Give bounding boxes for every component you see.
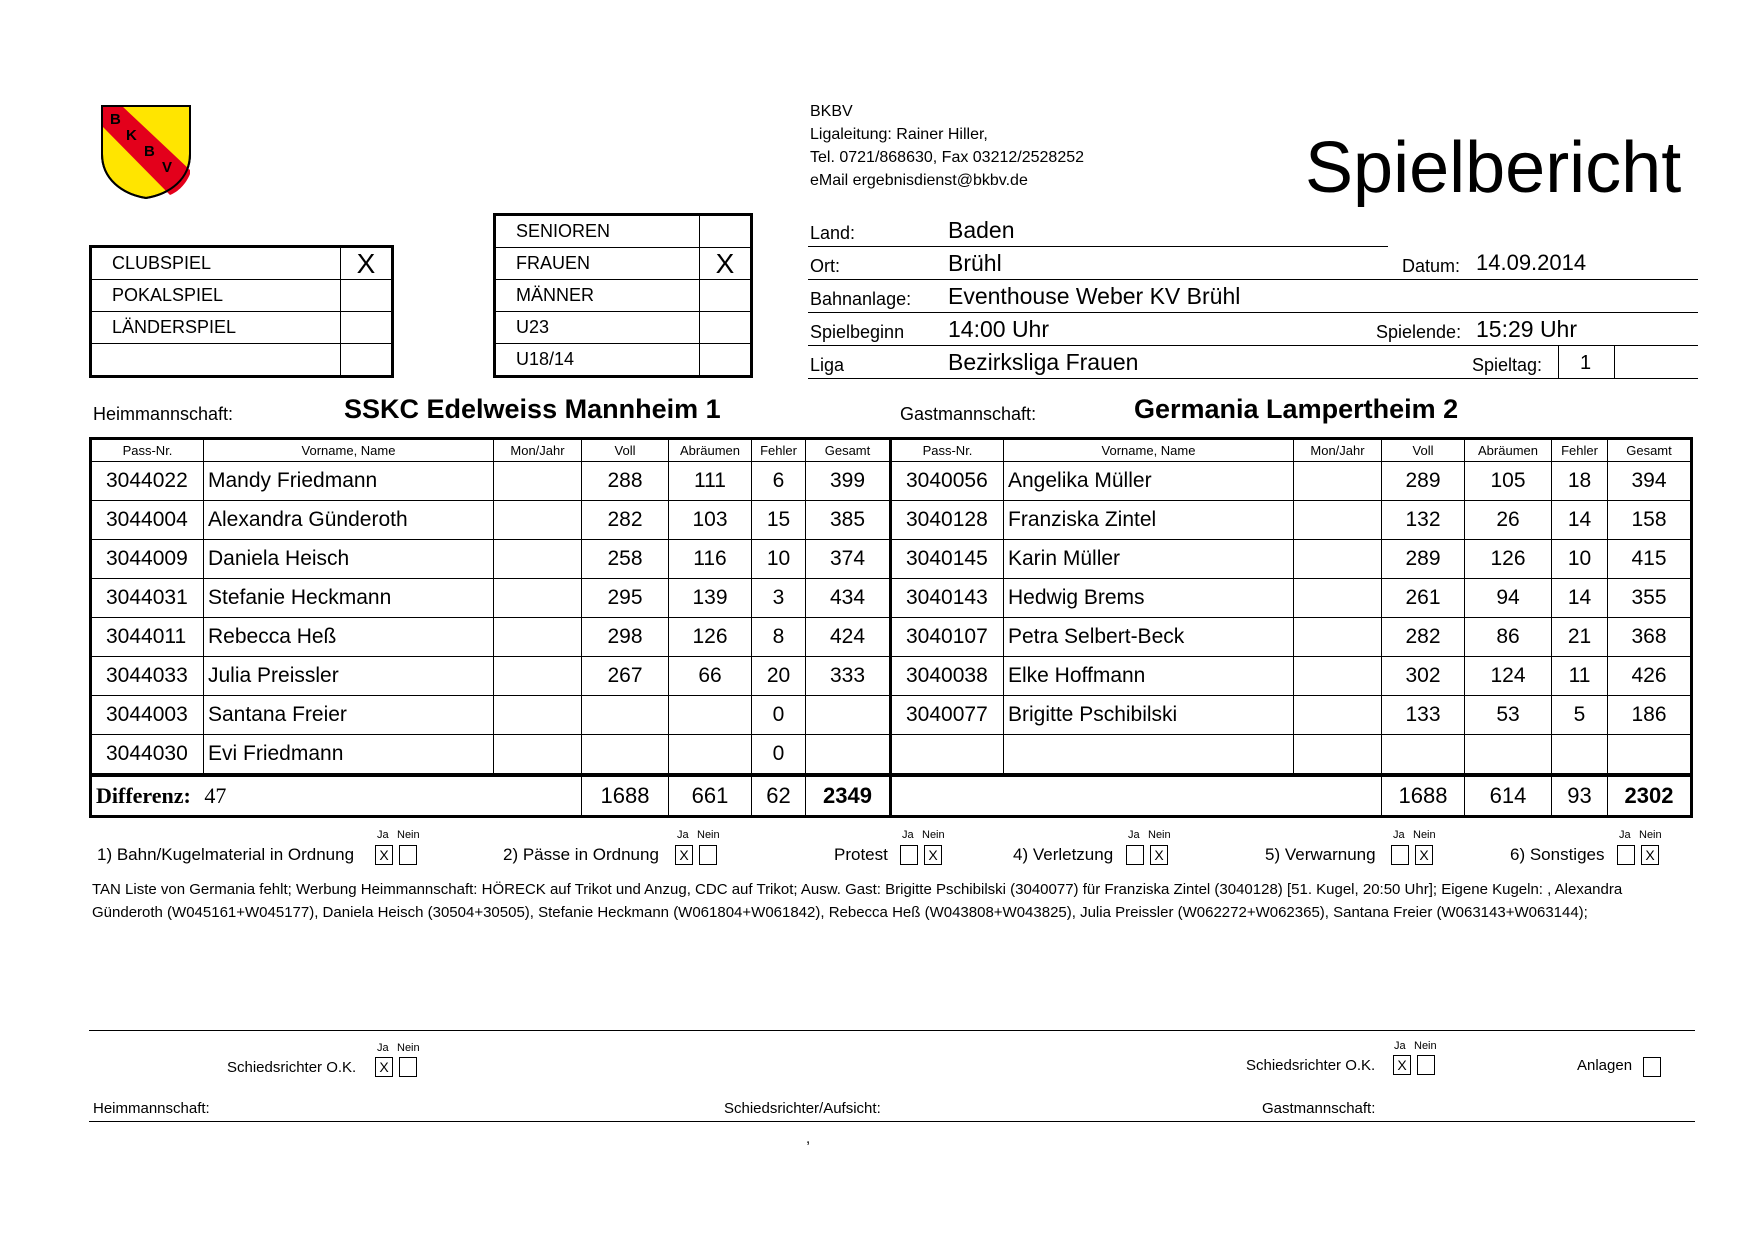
col-abr: Abräumen [1465,439,1552,462]
referee-ok-home-ja-checkbox[interactable]: X [375,1057,393,1077]
spielbeginn-label: Spielbeginn [810,322,905,342]
datum-value: 14.09.2014 [1476,250,1587,275]
col-mon: Mon/Jahr [494,439,582,462]
category-label: U23 [495,312,700,344]
guest-abr-cell: 126 [1465,540,1552,579]
guest-name-cell: Brigitte Pschibilski [1004,696,1294,735]
referee-ok-home-nein-checkbox[interactable] [399,1057,417,1077]
guest-gesamt-cell: 394 [1608,462,1692,501]
home-pass-cell: 3044033 [91,657,204,696]
anlagen-checkbox[interactable] [1643,1057,1661,1077]
home-team-name: SSKC Edelweiss Mannheim 1 [344,394,721,424]
guest-name-cell: Petra Selbert-Beck [1004,618,1294,657]
home-pass-cell: 3044009 [91,540,204,579]
guest-voll-cell: 289 [1382,540,1465,579]
game-type-label [91,344,341,377]
category-label: SENIOREN [495,215,700,248]
difference-cell [91,775,582,817]
guest-fehler-cell: 5 [1552,696,1608,735]
question-nein-checkbox[interactable]: X [1641,845,1659,865]
game-type-mark[interactable] [341,280,393,312]
home-mon-cell [494,696,582,735]
guest-gesamt-cell: 415 [1608,540,1692,579]
home-gesamt-cell: 424 [806,618,891,657]
org-line: Tel. 0721/868630, Fax 03212/2528252 [810,149,1085,166]
guest-total-spacer [891,775,1382,817]
referee-signature-label: Schiedsrichter/Aufsicht: [724,1100,881,1117]
guest-mon-cell [1294,696,1382,735]
org-line: BKBV [810,103,853,120]
nein-label: Nein [1413,829,1436,841]
guest-abr-cell: 86 [1465,618,1552,657]
category-label: FRAUEN [495,248,700,280]
guest-abr-cell: 124 [1465,657,1552,696]
guest-pass-cell: 3040107 [891,618,1004,657]
category-label: MÄNNER [495,280,700,312]
category-mark[interactable] [700,344,752,377]
home-voll-cell: 295 [582,579,669,618]
guest-voll-cell [1382,735,1465,776]
player-row [91,501,1692,540]
guest-fehler-cell [1552,735,1608,776]
guest-fehler-cell: 18 [1552,462,1608,501]
home-name-cell: Mandy Friedmann [204,462,494,501]
spieltag-value: 1 [1580,352,1592,374]
guest-voll-cell: 302 [1382,657,1465,696]
home-name-cell: Daniela Heisch [204,540,494,579]
home-voll-cell [582,735,669,776]
player-row [91,579,1692,618]
totals-row [91,775,1692,817]
home-gesamt-cell: 374 [806,540,891,579]
question-label: 2) Pässe in Ordnung [503,845,659,864]
col-name: Vorname, Name [1004,439,1294,462]
home-total-fehler: 62 [752,775,806,817]
land-label: Land: [810,223,856,243]
home-mon-cell [494,618,582,657]
category-mark[interactable] [700,215,752,248]
ort-value: Brühl [948,250,1002,276]
svg-text:B: B [110,111,121,128]
ja-label: Ja [1393,829,1405,841]
player-row [91,540,1692,579]
home-pass-cell: 3044030 [91,735,204,776]
ja-label: Ja [677,829,689,841]
liga-value: Bezirksliga Frauen [948,349,1139,375]
nein-label: Nein [697,829,720,841]
question-nein-checkbox[interactable]: X [1150,845,1168,865]
col-gesamt: Gesamt [1608,439,1692,462]
guest-name-cell: Hedwig Brems [1004,579,1294,618]
home-name-cell: Santana Freier [204,696,494,735]
player-row [91,657,1692,696]
guest-name-cell: Angelika Müller [1004,462,1294,501]
guest-pass-cell: 3040143 [891,579,1004,618]
svg-text:V: V [162,159,173,176]
game-type-mark[interactable] [341,312,393,344]
home-gesamt-cell [806,735,891,776]
col-gesamt: Gesamt [806,439,891,462]
home-fehler-cell: 15 [752,501,806,540]
guest-mon-cell [1294,579,1382,618]
guest-signature-label: Gastmannschaft: [1262,1100,1376,1117]
home-team-label: Heimmannschaft: [93,404,234,424]
home-gesamt-cell: 385 [806,501,891,540]
match-info [808,214,1698,379]
home-fehler-cell: 0 [752,735,806,776]
home-mon-cell [494,501,582,540]
guest-total-fehler: 93 [1552,775,1608,817]
home-abr-cell: 116 [669,540,752,579]
difference-label: Differenz: [96,783,191,808]
guest-pass-cell: 3040038 [891,657,1004,696]
col-abr: Abräumen [669,439,752,462]
home-voll-cell: 298 [582,618,669,657]
nein-label: Nein [397,1042,420,1054]
ja-label: Ja [377,1042,389,1054]
home-gesamt-cell: 333 [806,657,891,696]
home-mon-cell [494,540,582,579]
col-pass: Pass-Nr. [91,439,204,462]
question-nein-checkbox[interactable]: X [1415,845,1433,865]
game-type-label: LÄNDERSPIEL [91,312,341,344]
nein-label: Nein [397,829,420,841]
question-nein-checkbox[interactable]: X [924,845,942,865]
guest-voll-cell: 133 [1382,696,1465,735]
nein-label: Nein [1148,829,1171,841]
ja-label: Ja [902,829,914,841]
guest-voll-cell: 282 [1382,618,1465,657]
game-type-box [89,245,394,378]
category-mark[interactable] [700,280,752,312]
guest-total-abr: 614 [1465,775,1552,817]
signature-line [89,1121,1695,1122]
col-voll: Voll [582,439,669,462]
stray-comma: , [806,1130,811,1147]
guest-gesamt-cell: 426 [1608,657,1692,696]
spieltag-label: Spieltag: [1472,355,1543,375]
ja-label: Ja [1128,829,1140,841]
guest-team-label: Gastmannschaft: [900,404,1037,424]
liga-label: Liga [810,355,845,375]
ja-label: Ja [1394,1040,1406,1052]
guest-name-cell: Franziska Zintel [1004,501,1294,540]
question-label: 6) Sonstiges [1510,845,1605,864]
home-voll-cell: 282 [582,501,669,540]
question-ja-checkbox[interactable] [1617,845,1635,865]
game-type-label: POKALSPIEL [91,280,341,312]
question-label: 5) Verwarnung [1265,845,1376,864]
home-mon-cell [494,735,582,776]
guest-name-cell [1004,735,1294,776]
home-pass-cell: 3044022 [91,462,204,501]
home-abr-cell: 66 [669,657,752,696]
nein-label: Nein [922,829,945,841]
guest-abr-cell: 94 [1465,579,1552,618]
guest-fehler-cell: 10 [1552,540,1608,579]
player-row [91,618,1692,657]
guest-abr-cell: 105 [1465,462,1552,501]
home-abr-cell [669,735,752,776]
player-row [91,696,1692,735]
guest-fehler-cell: 21 [1552,618,1608,657]
home-mon-cell [494,579,582,618]
datum-label: Datum: [1402,256,1461,276]
question-label: 4) Verletzung [1013,845,1114,864]
guest-pass-cell [891,735,1004,776]
col-fehler: Fehler [1552,439,1608,462]
home-mon-cell [494,462,582,501]
game-type-mark[interactable]: X [341,247,393,280]
guest-team-name: Germania Lampertheim 2 [1134,394,1459,424]
col-fehler: Fehler [752,439,806,462]
organisation-block [810,100,1084,192]
question-label: 1) Bahn/Kugelmaterial in Ordnung [97,845,355,864]
home-fehler-cell: 10 [752,540,806,579]
ja-label: Ja [377,829,389,841]
guest-pass-cell: 3040128 [891,501,1004,540]
guest-mon-cell [1294,462,1382,501]
game-type-label: CLUBSPIEL [91,247,341,280]
question-nein-checkbox[interactable] [699,845,717,865]
guest-gesamt-cell: 368 [1608,618,1692,657]
col-voll: Voll [1382,439,1465,462]
page-title: Spielbericht [1305,128,1682,208]
guest-total-voll: 1688 [1382,775,1465,817]
home-total-gesamt: 2349 [806,775,891,817]
svg-text:B: B [144,143,155,160]
home-fehler-cell: 20 [752,657,806,696]
col-mon: Mon/Jahr [1294,439,1382,462]
referee-ok-guest-ja-checkbox[interactable]: X [1393,1055,1411,1075]
guest-voll-cell: 289 [1382,462,1465,501]
question-ja-checkbox[interactable]: X [375,845,393,865]
spielende-value: 15:29 Uhr [1476,316,1578,342]
home-abr-cell: 139 [669,579,752,618]
anlagen-label: Anlagen [1577,1057,1633,1074]
home-gesamt-cell: 399 [806,462,891,501]
score-table [89,437,1693,818]
home-abr-cell: 126 [669,618,752,657]
home-name-cell: Julia Preissler [204,657,494,696]
guest-total-gesamt: 2302 [1608,775,1692,817]
nein-label: Nein [1414,1040,1437,1052]
referee-ok-guest-label: Schiedsrichter O.K. [1246,1057,1376,1074]
question-nein-checkbox[interactable] [399,845,417,865]
ja-label: Ja [1619,829,1631,841]
col-name: Vorname, Name [204,439,494,462]
category-box [493,213,753,378]
guest-fehler-cell: 11 [1552,657,1608,696]
home-pass-cell: 3044003 [91,696,204,735]
home-abr-cell [669,696,752,735]
home-pass-cell: 3044031 [91,579,204,618]
home-voll-cell: 258 [582,540,669,579]
player-row [91,462,1692,501]
category-mark[interactable]: X [700,248,752,280]
svg-text:K: K [126,127,137,144]
org-line: eMail ergebnisdienst@bkbv.de [810,172,1028,189]
home-fehler-cell: 3 [752,579,806,618]
game-type-mark[interactable] [341,344,393,377]
guest-voll-cell: 261 [1382,579,1465,618]
home-gesamt-cell [806,696,891,735]
guest-gesamt-cell [1608,735,1692,776]
home-fehler-cell: 8 [752,618,806,657]
guest-gesamt-cell: 158 [1608,501,1692,540]
guest-pass-cell: 3040056 [891,462,1004,501]
remarks-text: TAN Liste von Germania fehlt; Werbung Heimmannschaft: HÖRECK auf Trikot und Anzug, CDC auf Trikot; Ausw. Gast: Brigitte Pschibilski (3040077) für Franziska Zintel (3040128) [51. Kugel, 20:50 Uhr]; Eigene Kugeln: , Alexandra Günderoth (W045161+W045177), Daniela Heisch (30504+30505), Stefanie Heckmann (W061804+W061842), Rebecca Heß (W043808+W043825), Julia Preissler (W062272+W062365), Santana Freier (W063143+W063144); [92,881,1623,921]
guest-voll-cell: 132 [1382,501,1465,540]
home-abr-cell: 111 [669,462,752,501]
question-ja-checkbox[interactable] [1126,845,1144,865]
category-label: U18/14 [495,344,700,377]
home-voll-cell: 288 [582,462,669,501]
player-row [91,735,1692,776]
home-name-cell: Alexandra Günderoth [204,501,494,540]
home-total-voll: 1688 [582,775,669,817]
spielende-label: Spielende: [1376,322,1462,342]
referee-ok-home-label: Schiedsrichter O.K. [227,1059,357,1076]
home-voll-cell [582,696,669,735]
bkbv-logo [100,104,192,200]
question-ja-checkbox[interactable]: X [675,845,693,865]
guest-gesamt-cell: 355 [1608,579,1692,618]
home-name-cell: Stefanie Heckmann [204,579,494,618]
category-mark[interactable] [700,312,752,344]
guest-pass-cell: 3040145 [891,540,1004,579]
guest-mon-cell [1294,501,1382,540]
home-fehler-cell: 6 [752,462,806,501]
home-total-abr: 661 [669,775,752,817]
guest-fehler-cell: 14 [1552,501,1608,540]
home-pass-cell: 3044004 [91,501,204,540]
footer-divider [89,1030,1695,1031]
home-name-cell: Evi Friedmann [204,735,494,776]
home-signature-label: Heimmannschaft: [93,1100,210,1117]
col-pass: Pass-Nr. [891,439,1004,462]
question-label: Protest [834,845,888,864]
spielbeginn-value: 14:00 Uhr [948,316,1050,342]
bahnanlage-label: Bahnanlage: [810,289,912,309]
guest-mon-cell [1294,735,1382,776]
guest-abr-cell [1465,735,1552,776]
home-pass-cell: 3044011 [91,618,204,657]
guest-mon-cell [1294,657,1382,696]
question-ja-checkbox[interactable] [900,845,918,865]
guest-name-cell: Elke Hoffmann [1004,657,1294,696]
bahnanlage-value: Eventhouse Weber KV Brühl [948,283,1241,309]
ort-label: Ort: [810,256,840,276]
org-line: Ligaleitung: Rainer Hiller, [810,126,988,143]
guest-mon-cell [1294,540,1382,579]
guest-gesamt-cell: 186 [1608,696,1692,735]
home-fehler-cell: 0 [752,696,806,735]
home-mon-cell [494,657,582,696]
guest-name-cell: Karin Müller [1004,540,1294,579]
referee-ok-guest-nein-checkbox[interactable] [1417,1055,1435,1075]
home-voll-cell: 267 [582,657,669,696]
home-name-cell: Rebecca Heß [204,618,494,657]
guest-abr-cell: 53 [1465,696,1552,735]
guest-abr-cell: 26 [1465,501,1552,540]
question-ja-checkbox[interactable] [1391,845,1409,865]
land-value: Baden [948,217,1015,243]
guest-fehler-cell: 14 [1552,579,1608,618]
guest-mon-cell [1294,618,1382,657]
nein-label: Nein [1639,829,1662,841]
home-abr-cell: 103 [669,501,752,540]
home-gesamt-cell: 434 [806,579,891,618]
difference-value: 47 [204,783,227,808]
guest-pass-cell: 3040077 [891,696,1004,735]
